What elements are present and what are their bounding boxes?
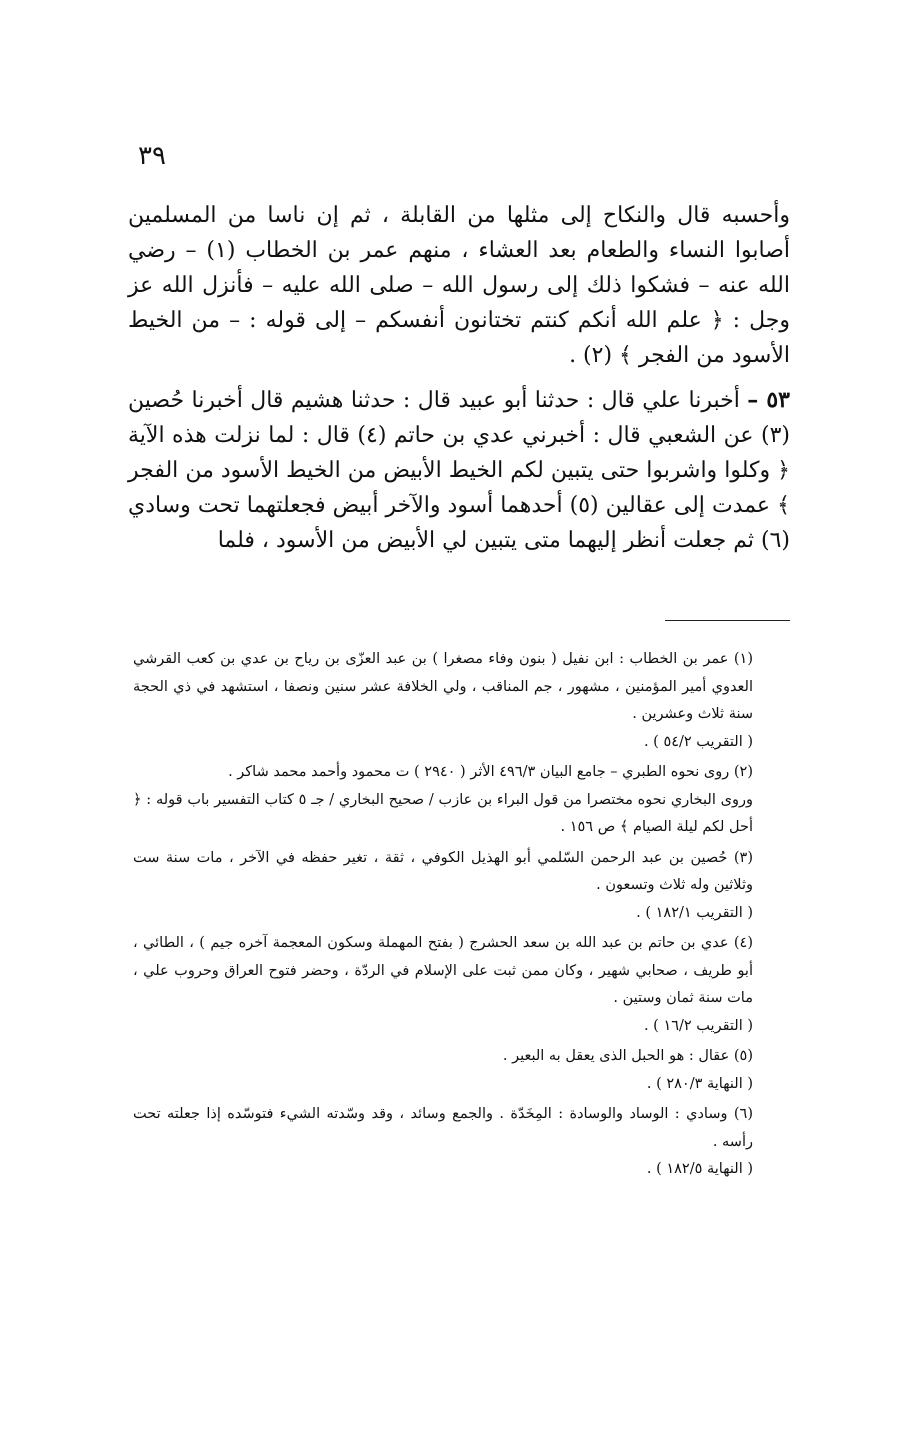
footnote-1: (١) عمر بن الخطاب : ابن نفيل ( بنون وفاء مصغرا ) بن عبد العزّى بن رياح بن عدي بن كعب القرشي العدوي أمير المؤمنين ، مشهور ، جم المناقب ، ولي الخلافة عشر سنين ونصفا ، استشهد في ذي الحجة سنة ثلاث وعشرين .: [133, 651, 753, 722]
footnote-3: (٣) حُصين بن عبد الرحمن السّلمي أبو الهذيل الكوفي ، ثقة ، تغير حفظه في الآخر ، مات سنة ست وثلاثين وله ثلاث وتسعون .: [133, 849, 753, 893]
footnote-2-continuation: وروى البخاري نحوه مختصرا من قول البراء بن عازب / صحيح البخاري / جـ ٥ كتاب التفسير باب قوله : ﴿ أحل لكم ليلة الصيام ﴾ ص ١٥٦ .: [133, 791, 753, 835]
footnote-5: (٥) عقال : هو الحبل الذى يعقل به البعير .: [502, 1048, 753, 1064]
footnote-3-reference: ( التقريب ١٨٢/١ ) .: [636, 904, 753, 921]
paragraph-2: [128, 383, 790, 558]
footnote-2: (٢) روى نحوه الطبري – جامع البيان ٤٩٦/٣ الأثر ( ٢٩٤٠ ) ت محمود وأحمد محمد شاكر .: [228, 764, 753, 780]
footnote-4: (٤) عدي بن حاتم بن عبد الله بن سعد الحشرج ( بفتح المهملة وسكون المعجمة آخره جيم ) ، الطائي ، أبو طريف ، صحابي شهير ، وكان ممن ثبت على الإسلام في الردّة ، وحضر فتوح العراق وحروب علي ، مات سنة ثمان وستين .: [133, 935, 753, 1006]
hadith-text: أخبرنا علي قال : حدثنا أبو عبيد قال : حدثنا هشيم قال أخبرنا حُصين (٣) عن الشعبي قال : أخبرني عدي بن حاتم (٤) قال : لما نزلت هذه الآية ﴿ وكلوا واشربوا حتى يتبين لكم الخيط الأبيض من الخيط الأسود من الفجر ﴾ عمدت إلى عقالين (٥) أحدهما أسود والآخر أبيض فجعلتهما تحت وسادي (٦) ثم جعلت أنظر إليهما متى يتبين لي الأبيض من الأسود ، فلما: [128, 388, 790, 553]
footnote-1-reference: ( التقريب ٥٤/٢ ) .: [643, 733, 753, 750]
footnote-4-reference: ( التقريب ١٦/٢ ) .: [643, 1017, 753, 1034]
paragraph-1: وأحسبه قال والنكاح إلى مثلها من القابلة ، ثم إن ناسا من المسلمين أصابوا النساء والطعام بعد العشاء ، منهم عمر بن الخطاب (١) – رضي الله عنه – فشكوا ذلك إلى رسول الله – صلى الله عليه – فأنزل الله عز وجل : ﴿ علم الله أنكم كنتم تختانون أنفسكم – إلى قوله : – من الخيط الأسود من الفجر ﴾ (٢) .: [128, 203, 791, 368]
footnote-6-reference: ( النهاية ١٨٢/٥ ) .: [646, 1161, 753, 1177]
footnote-6: (٦) وسادي : الوساد والوسادة : المِخَدّة . والجمع وسائد ، وقد وسّدته الشيء فتوسّده إذا جعلته تحت رأسه .: [133, 1106, 753, 1150]
page-number: ٣٩: [138, 141, 166, 171]
footnotes: [133, 646, 793, 1184]
footnote-5-reference: ( النهاية ٢٨٠/٣ ) .: [646, 1075, 753, 1092]
main-text: [128, 198, 790, 568]
footnote-separator: [665, 620, 790, 621]
hadith-number: ٥٣ –: [747, 387, 790, 413]
